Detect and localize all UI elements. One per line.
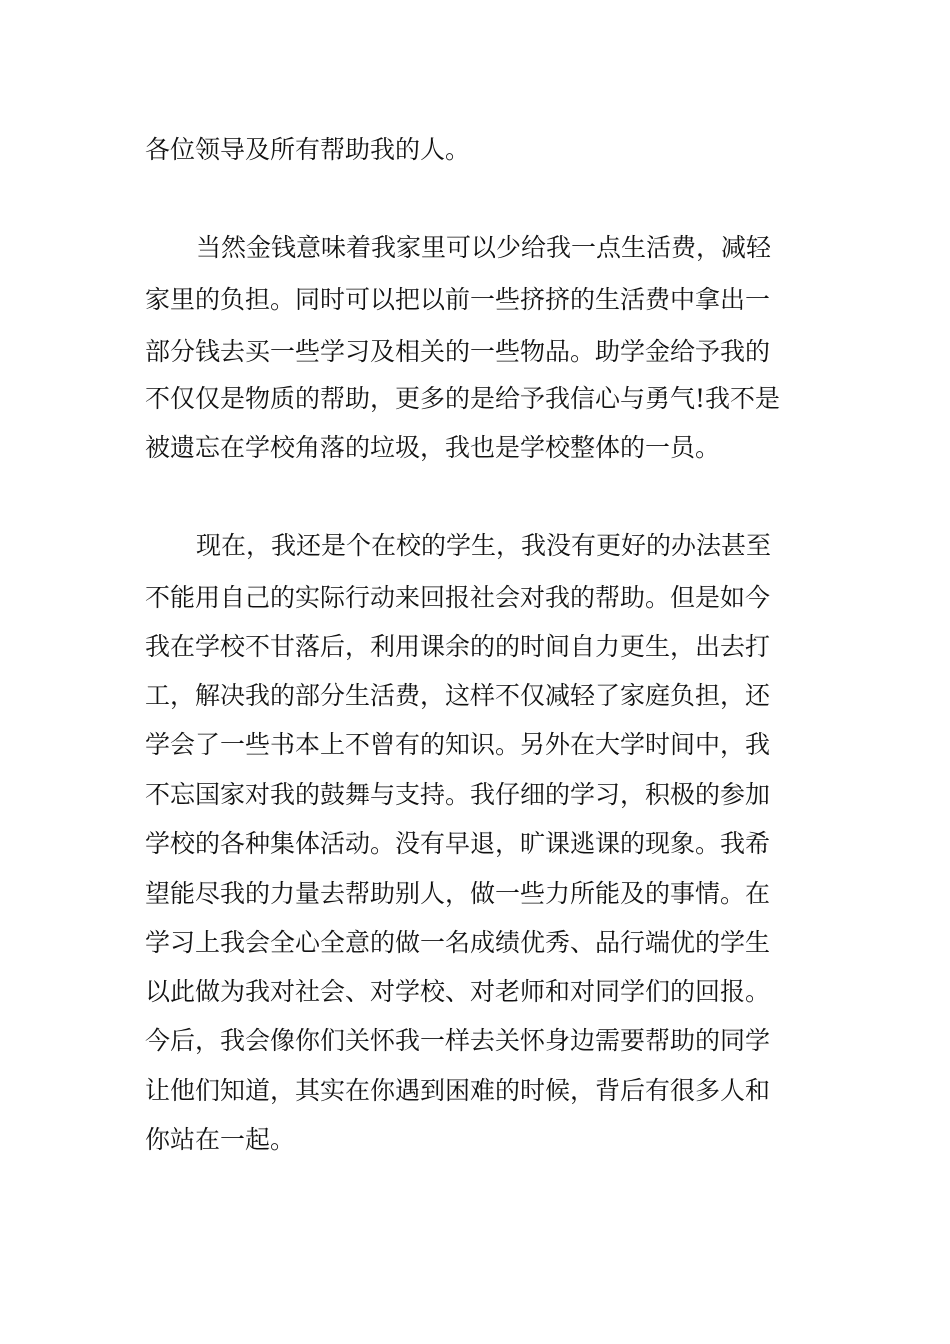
paragraph-2-line: 家里的负担。同时可以把以前一些挤挤的生活费中拿出一 — [145, 285, 771, 314]
paragraph-2-line: 当然金钱意味着我家里可以少给我一点生活费，减轻 — [196, 233, 772, 262]
paragraph-3-line: 让他们知道，其实在你遇到困难的时候，背后有很多人和 — [145, 1076, 771, 1105]
paragraph-3-line: 学会了一些书本上不曾有的知识。另外在大学时间中，我 — [145, 730, 771, 759]
paragraph-3-line: 学校的各种集体活动。没有早退，旷课逃课的现象。我希 — [145, 829, 771, 858]
paragraph-3-line: 现在，我还是个在校的学生，我没有更好的办法甚至 — [196, 531, 772, 560]
paragraph-3-line: 工，解决我的部分生活费，这样不仅减轻了家庭负担，还 — [145, 681, 771, 710]
paragraph-3-line: 不忘国家对我的鼓舞与支持。我仔细的学习，积极的参加 — [145, 780, 771, 809]
paragraph-3-line: 不能用自己的实际行动来回报社会对我的帮助。但是如今 — [145, 583, 771, 612]
paragraph-2-line: 部分钱去买一些学习及相关的一些物品。助学金给予我的 — [145, 337, 771, 366]
paragraph-3-line: 以此做为我对社会、对学校、对老师和对同学们的回报。 — [145, 977, 771, 1006]
paragraph-2-line: 被遗忘在学校角落的垃圾，我也是学校整体的一员。 — [145, 433, 721, 462]
paragraph-3-line: 你站在一起。 — [145, 1125, 296, 1154]
paragraph-3-line: 学习上我会全心全意的做一名成绩优秀、品行端优的学生 — [145, 928, 771, 957]
paragraph-1-line: 各位领导及所有帮助我的人。 — [145, 135, 471, 164]
paragraph-3-line: 望能尽我的力量去帮助别人，做一些力所能及的事情。在 — [145, 879, 771, 908]
paragraph-3-line: 我在学校不甘落后，利用课余的的时间自力更生，出去打 — [145, 632, 771, 661]
paragraph-3-line: 今后，我会像你们关怀我一样去关怀身边需要帮助的同学 — [145, 1026, 771, 1055]
paragraph-2-line: 不仅仅是物质的帮助，更多的是给予我信心与勇气!我不是 — [145, 384, 781, 413]
